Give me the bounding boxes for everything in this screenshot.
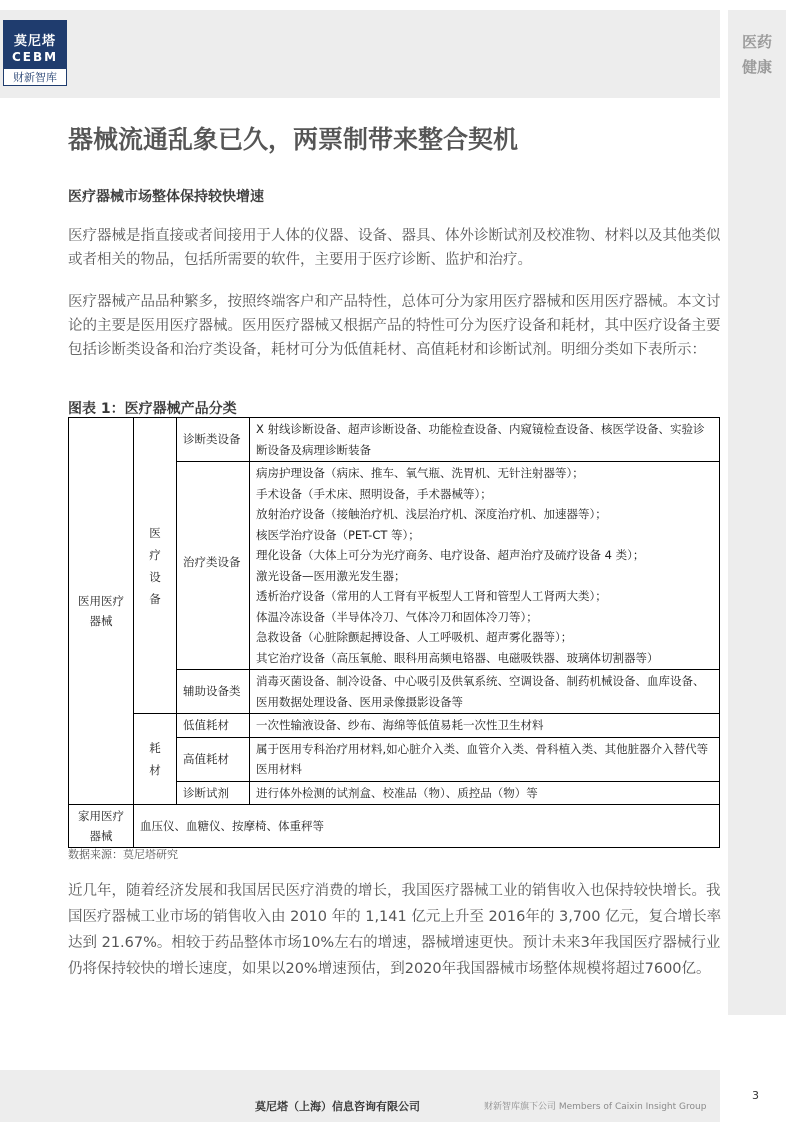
page-number: 3: [752, 1089, 759, 1102]
therapy-item: 透析治疗设备（常用的人工肾有平板型人工肾和管型人工肾两大类）；: [256, 589, 607, 603]
table-row: [69, 418, 720, 462]
therapy-item: 放射治疗设备（接触治疗机、浅层治疗机、深度治疗机、加速器等）；: [256, 507, 607, 521]
consumables-cell: 耗材: [134, 714, 177, 805]
therapy-item: 体温冷冻设备（半导体冷刀、气体冷刀和固体冷刀等）；: [256, 609, 538, 624]
therapy-item: 其它治疗设备（高压氧舱、眼科用高频电铬器、电磁吸铁器、玻璃体切割器等）: [256, 650, 659, 665]
section-label-line1: 医药: [741, 33, 772, 51]
reagent-label-cell: 诊断试剂: [177, 781, 250, 805]
therapy-item: 急救设备（心脏除颤起搏设备、人工呼吸机、超声雾化器等）；: [256, 630, 573, 644]
auxiliary-text-cell: 消毒灭菌设备、制冷设备、中心吸引及供氧系统、空调设备、制药机械设备、血库设备、医用数据处理设备、医用录像摄影设备等: [250, 670, 720, 714]
company-logo: [3, 20, 67, 86]
table-row: [69, 714, 720, 738]
table-row: [69, 805, 720, 848]
header-band: [0, 10, 720, 98]
therapy-label-cell: 治疗类设备: [177, 462, 250, 670]
diagnostic-text-cell: X 射线诊断设备、超声诊断设备、功能检查设备、内窥镜检查设备、核医学设备、实验诊断设备及病理诊断装备: [250, 418, 720, 462]
page-title: 器械流通乱象已久，两票制带来整合契机: [68, 125, 519, 154]
auxiliary-label-cell: 辅助设备类: [177, 670, 250, 714]
footer-company: 莫尼塔（上海）信息咨询有限公司: [255, 1100, 420, 1113]
footer-group: 财新智库旗下公司 Members of Caixin Insight Group: [484, 1102, 707, 1112]
paragraph-1: 医疗器械是指直接或者间接用于人体的仪器、设备、器具、体外诊断试剂及校准物、材料以及其他类似或者相关的物品，包括所需要的软件，主要用于医疗诊断、监护和治疗。: [68, 228, 721, 268]
therapy-item: 核医学治疗设备（PET-CT 等）；: [256, 527, 420, 542]
therapy-item: 病房护理设备（病床、推车、氧气瓶、洗胃机、无针注射器等）；: [256, 466, 584, 480]
therapy-items-cell: [250, 462, 720, 670]
high-value-label-cell: 高值耗材: [177, 737, 250, 781]
logo-line2: CEBM: [11, 50, 59, 64]
home-device-cell: 家用医疗器械: [69, 805, 134, 848]
diagnostic-label-cell: 诊断类设备: [177, 418, 250, 462]
section-label-line2: 健康: [741, 58, 772, 76]
therapy-item: 理化设备（大体上可分为光疗商务、电疗设备、超声治疗及硫疗设备 4 类）；: [256, 548, 645, 562]
therapy-item: 激光设备—医用激光发生器；: [256, 568, 406, 583]
equipment-cell: 医疗设备: [134, 418, 177, 714]
footer-band: [0, 1070, 720, 1122]
therapy-item: 手术设备（手术床、照明设备，手术器械等）；: [256, 486, 492, 501]
reagent-text-cell: 进行体外检测的试剂盒、校准品（物）、质控品（物）等: [250, 781, 720, 805]
section-subheading: 医疗器械市场整体保持较快增速: [68, 189, 264, 205]
high-value-text-cell: 属于医用专科治疗用材料,如心脏介入类、血管介入类、骨科植入类、其他脏器介入替代等医用材料: [250, 737, 720, 781]
low-value-label-cell: 低值耗材: [177, 714, 250, 738]
figure-title: 图表 1：医疗器械产品分类: [68, 401, 237, 417]
product-classification-table: [68, 417, 720, 848]
data-source: 数据来源：莫尼塔研究: [68, 848, 178, 861]
low-value-text-cell: 一次性输液设备、纱布、海绵等低值易耗一次性卫生材料: [250, 714, 720, 738]
section-label: [728, 30, 786, 80]
medical-device-cell: 医用医疗器械: [69, 418, 134, 805]
paragraph-3: 近几年，随着经济发展和我国居民医疗消费的增长，我国医疗器械工业的销售收入也保持较快增长。我国医疗器械工业市场的销售收入由 2010 年的 1,141 亿元上升至 2016年的 3,700 亿元，复合增长率达到 21.67%。相较于药品整体市场10%左右的增速，器械增速更快。预计未来3年我国医疗器械行业仍将保持较快的增长速度，如果以20%增速预估，到2020年我国器械市场整体规模将超过7600亿。: [68, 883, 722, 977]
paragraph-2: 医疗器械产品品种繁多，按照终端客户和产品特性，总体可分为家用医疗器械和医用医疗器械。本文讨论的主要是医用医疗器械。医用医疗器械又根据产品的特性可分为医疗设备和耗材，其中医疗设备主要包括诊断类设备和治疗类设备，耗材可分为低值耗材、高值耗材和诊断试剂。明细分类如下表所示：: [68, 294, 721, 358]
logo-line1: 莫尼塔: [13, 34, 56, 49]
side-band: [728, 10, 786, 1015]
home-device-text-cell: 血压仪、血糖仪、按摩椅、体重秤等: [134, 805, 720, 848]
logo-line3: 财新智库: [3, 68, 67, 86]
